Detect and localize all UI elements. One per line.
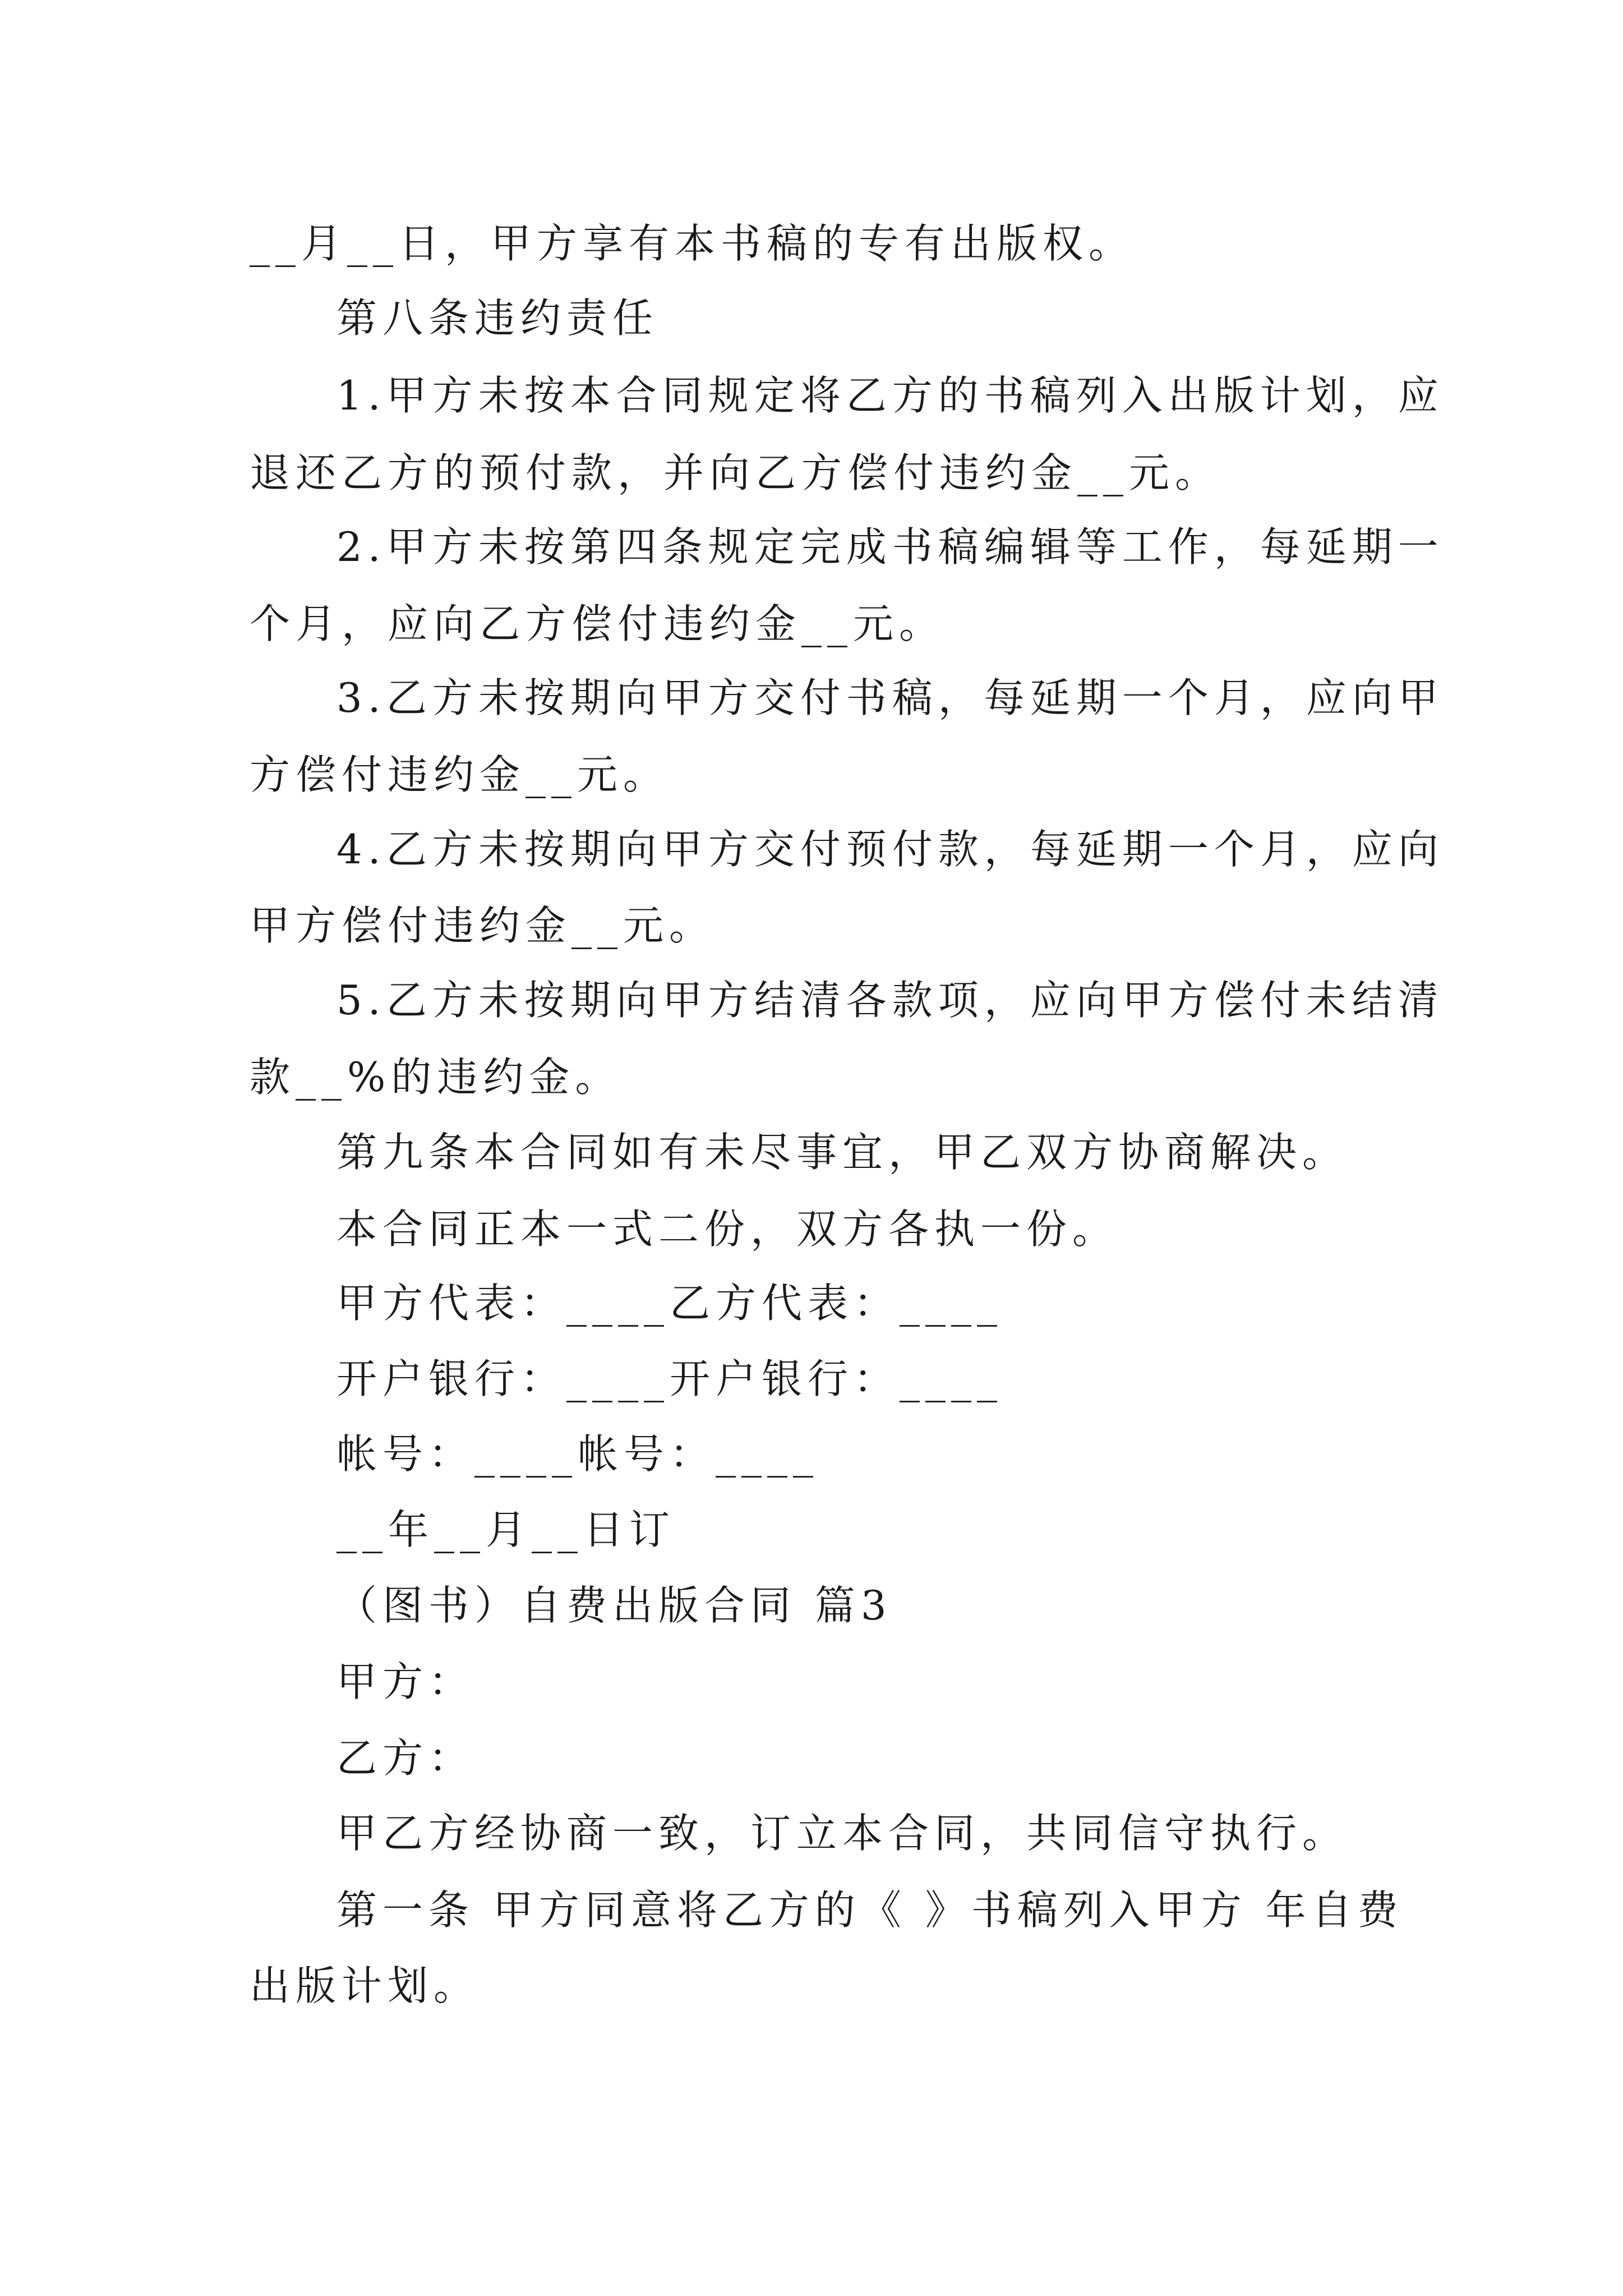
contract-title-part-3: （图书）自费出版合同 篇3 [336,1582,892,1629]
text-line-23: 第一条 甲方同意将乙方的《 》书稿列入甲方 年自费 [336,1887,1404,1934]
party-b-label: 乙方： [336,1734,475,1782]
text-line-1: __月__日，甲方享有本书稿的专有出版权。 [250,220,1135,267]
signature-date: __年__月__日订 [336,1506,676,1553]
text-line-4: 退还乙方的预付款，并向乙方偿付违约金__元。 [250,449,1221,496]
text-line-3: 1.甲方未按本合同规定将乙方的书稿列入出版计划，应 [336,372,1444,419]
signature-banks: 开户银行：____开户银行：____ [336,1355,1003,1402]
text-line-8: 方偿付违约金__元。 [250,751,670,798]
section-heading-article-8: 第八条违约责任 [336,295,659,342]
text-line-22: 甲乙方经协商一致，订立本合同，共同信守执行。 [336,1810,1349,1857]
text-line-6: 个月，应向乙方偿付违约金__元。 [250,600,946,647]
party-a-label: 甲方： [336,1658,475,1705]
text-line-14: 本合同正本一式二份，双方各执一份。 [336,1205,1119,1253]
text-line-13: 第九条本合同如有未尽事宜，甲乙双方协商解决。 [336,1129,1349,1176]
text-line-5: 2.甲方未按第四条规定完成书稿编辑等工作，每延期一 [336,523,1444,570]
signature-representatives: 甲方代表：____乙方代表：____ [336,1280,1003,1327]
text-line-7: 3.乙方未按期向甲方交付书稿，每延期一个月，应向甲 [336,674,1444,721]
text-line-12: 款__%的违约金。 [250,1053,621,1101]
text-line-10: 甲方偿付违约金__元。 [250,902,716,949]
text-line-11: 5.乙方未按期向甲方结清各款项，应向甲方偿付未结清 [336,977,1444,1024]
text-line-9: 4.乙方未按期向甲方交付预付款，每延期一个月，应向 [336,826,1444,873]
signature-accounts: 帐号：____帐号：____ [336,1430,819,1478]
text-line-24: 出版计划。 [250,1962,480,2009]
